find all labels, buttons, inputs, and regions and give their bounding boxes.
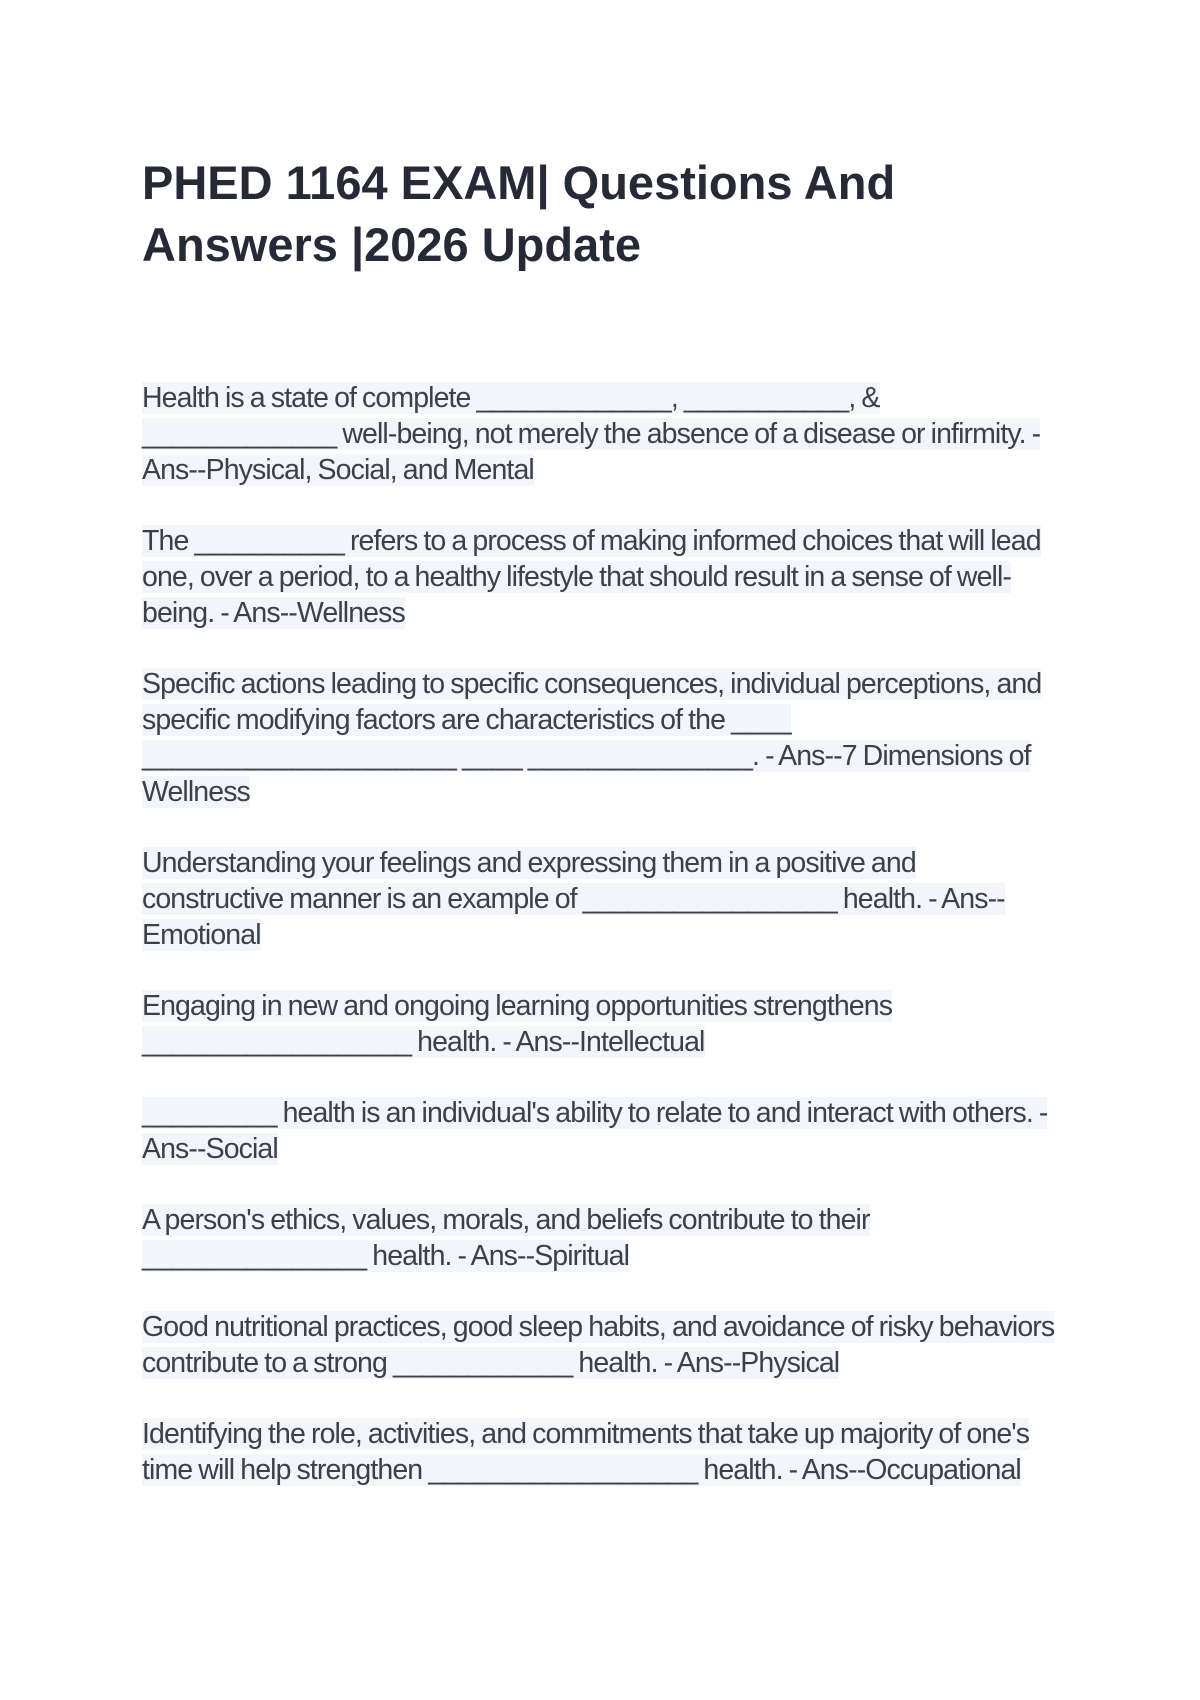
question-item bbox=[142, 1202, 1062, 1274]
document-title: PHED 1164 EXAM| Questions And Answers |2026 Update bbox=[142, 156, 896, 271]
question-text: _________ health is an individual's ability to relate to and interact with others. - Ans--Social bbox=[142, 1097, 1048, 1165]
question-text: Good nutritional practices, good sleep habits, and avoidance of risky behaviors contribute to a strong ____________ health. - Ans--Physical bbox=[142, 1311, 1055, 1379]
question-text: Identifying the role, activities, and commitments that take up majority of one's time will help strengthen __________________ health. - Ans--Occupational bbox=[142, 1418, 1030, 1486]
question-text: The __________ refers to a process of making informed choices that will lead one, over a period, to a healthy lifestyle that should result in a sense of well-being. - Ans--Wellness bbox=[142, 525, 1041, 629]
question-item bbox=[142, 1309, 1062, 1381]
question-item bbox=[142, 666, 1062, 810]
question-list bbox=[142, 380, 1062, 1523]
question-item bbox=[142, 845, 1062, 953]
question-text: Specific actions leading to specific consequences, individual perceptions, and specific modifying factors are characteristics of the ____ _____________________ ____ _______________. - Ans--7 Dimensions of Wellness bbox=[142, 668, 1042, 808]
question-item bbox=[142, 380, 1062, 488]
question-item bbox=[142, 523, 1062, 631]
question-text: Understanding your feelings and expressing them in a positive and constructive manner is an example of _________________ health. - Ans--Emotional bbox=[142, 847, 1005, 951]
question-text: Health is a state of complete _____________, ___________, & _____________ well-being, not merely the absence of a disease or infirmity. - Ans--Physical, Social, and Mental bbox=[142, 382, 1041, 486]
question-text: A person's ethics, values, morals, and beliefs contribute to their _______________ health. - Ans--Spiritual bbox=[142, 1204, 870, 1272]
question-text: Engaging in new and ongoing learning opportunities strengthens __________________ health. - Ans--Intellectual bbox=[142, 990, 893, 1058]
question-item bbox=[142, 1095, 1062, 1167]
question-item bbox=[142, 988, 1062, 1060]
question-item bbox=[142, 1416, 1062, 1488]
